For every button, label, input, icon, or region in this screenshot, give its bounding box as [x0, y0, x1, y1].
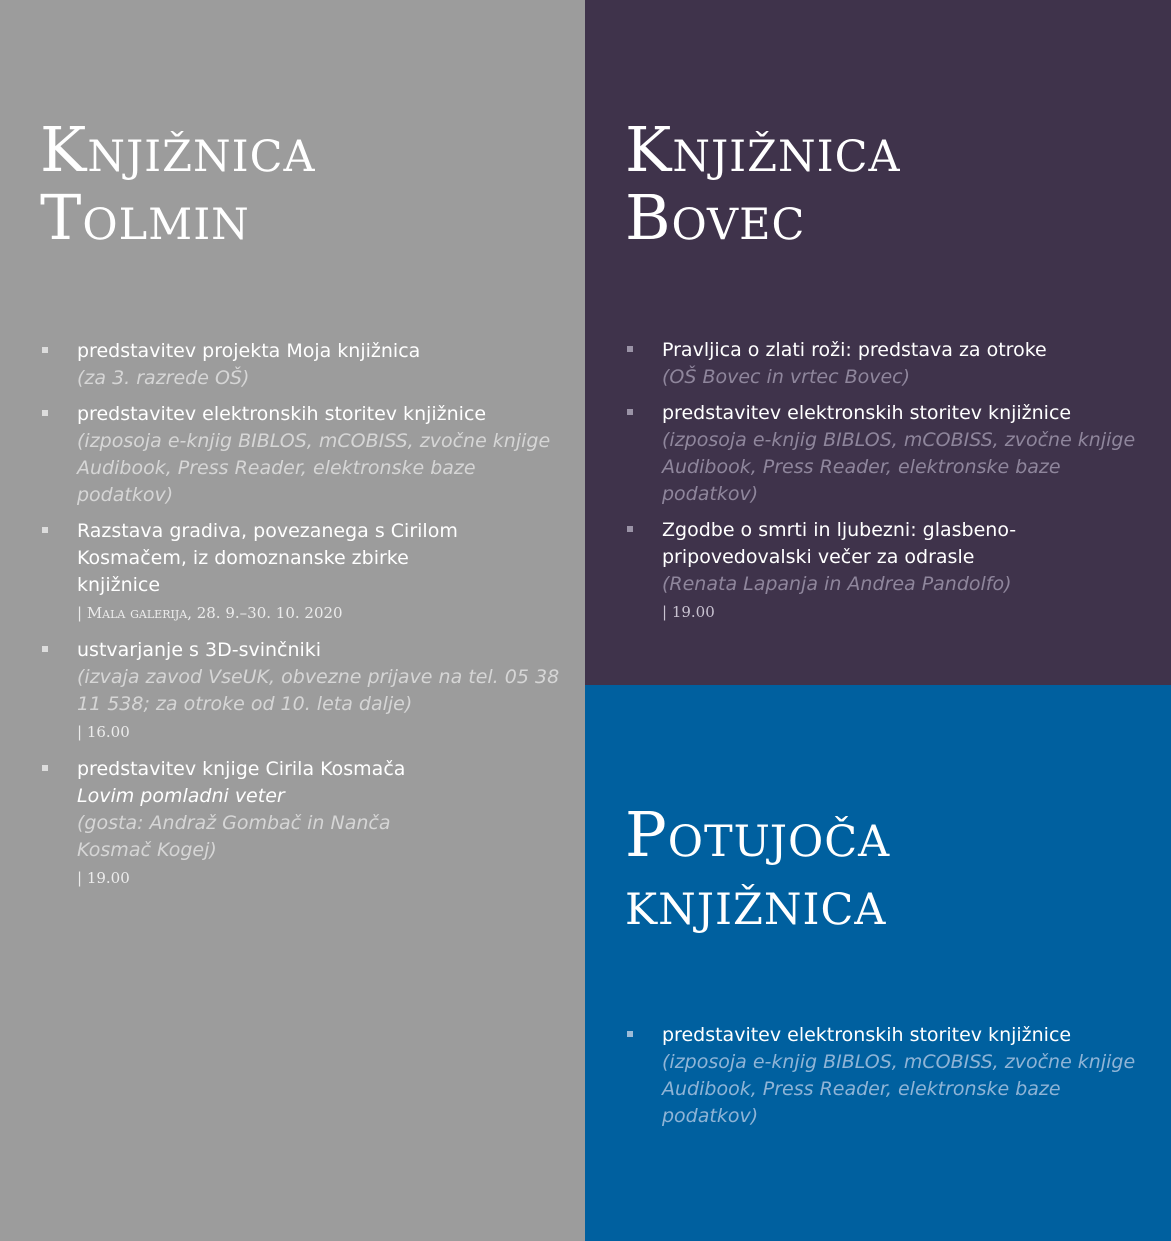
event-note: (izposoja e-knjig BIBLOS, mCOBISS, zvočne knjige Audibook, Press Reader, elektronske baze podatkov)	[662, 1051, 1136, 1127]
event-item	[40, 756, 560, 893]
event-title: predstavitev elektronskih storitev knjižnice	[77, 403, 487, 425]
event-item	[40, 338, 560, 392]
square-bullet-icon	[42, 410, 48, 416]
event-item	[625, 1022, 1155, 1130]
bovec-event-list	[625, 337, 1155, 636]
square-bullet-icon	[627, 526, 633, 532]
potujoca-panel	[585, 685, 1171, 1241]
event-note: (Renata Lapanja in Andrea Pandolfo)	[662, 573, 1012, 595]
bovec-title	[625, 113, 901, 254]
tolmin-title-line1: Knjižnica	[40, 113, 316, 186]
potujoca-event-list	[625, 1022, 1155, 1139]
event-time: | 19.00	[77, 869, 130, 887]
square-bullet-icon	[627, 346, 633, 352]
event-time: | 19.00	[662, 603, 715, 621]
event-item	[40, 401, 560, 509]
event-item	[625, 337, 1155, 391]
event-note: (izposoja e-knjig BIBLOS, mCOBISS, zvočne knjige Audibook, Press Reader, elektronske baze podatkov)	[662, 429, 1136, 505]
event-title: predstavitev elektronskih storitev knjižnice	[662, 1024, 1072, 1046]
event-title: Zgodbe o smrti in ljubezni: glasbeno-pripovedovalski večer za odrasle	[662, 519, 1017, 568]
square-bullet-icon	[42, 765, 48, 771]
square-bullet-icon	[42, 646, 48, 652]
event-title: Razstava gradiva, povezanega s Cirilom Kosmačem, iz domoznanske zbirke knjižnice	[77, 520, 458, 596]
bovec-panel	[585, 0, 1171, 685]
event-note: (za 3. razrede OŠ)	[77, 367, 250, 389]
event-time: | Mala galerija, 28. 9.–30. 10. 2020	[77, 604, 343, 622]
event-title: ustvarjanje s 3D-svinčniki	[77, 639, 322, 661]
event-item	[625, 400, 1155, 508]
event-note: (OŠ Bovec in vrtec Bovec)	[662, 366, 911, 388]
event-item	[625, 517, 1155, 627]
event-item	[40, 518, 560, 628]
event-title: Pravljica o zlati roži: predstava za otroke	[662, 339, 1047, 361]
square-bullet-icon	[627, 409, 633, 415]
square-bullet-icon	[42, 527, 48, 533]
tolmin-event-list	[40, 338, 560, 902]
square-bullet-icon	[42, 347, 48, 353]
tolmin-title	[40, 113, 316, 254]
event-note: (izvaja zavod VseUK, obvezne prijave na tel. 05 38 11 538; za otroke od 10. leta dalje)	[77, 666, 560, 715]
event-title: predstavitev knjige Cirila Kosmača	[77, 758, 406, 780]
tolmin-title-line2: Tolmin	[40, 181, 250, 254]
event-note: (gosta: Andraž Gombač in Nanča Kosmač Kogej)	[77, 812, 391, 861]
bovec-title-line2: Bovec	[625, 181, 806, 254]
bovec-title-line1: Knjižnica	[625, 113, 901, 186]
square-bullet-icon	[627, 1031, 633, 1037]
event-title: predstavitev projekta Moja knjižnica	[77, 340, 421, 362]
potujoca-title-line1: Potujoča	[625, 798, 891, 871]
potujoca-title-line2: knjižnica	[625, 866, 887, 939]
tolmin-panel	[0, 0, 585, 1241]
event-item	[40, 637, 560, 747]
potujoca-title	[625, 798, 891, 939]
event-title: predstavitev elektronskih storitev knjižnice	[662, 402, 1072, 424]
event-book-title: Lovim pomladni veter	[77, 785, 285, 807]
event-note: (izposoja e-knjig BIBLOS, mCOBISS, zvočne knjige Audibook, Press Reader, elektronske baze podatkov)	[77, 430, 551, 506]
event-time: | 16.00	[77, 723, 130, 741]
